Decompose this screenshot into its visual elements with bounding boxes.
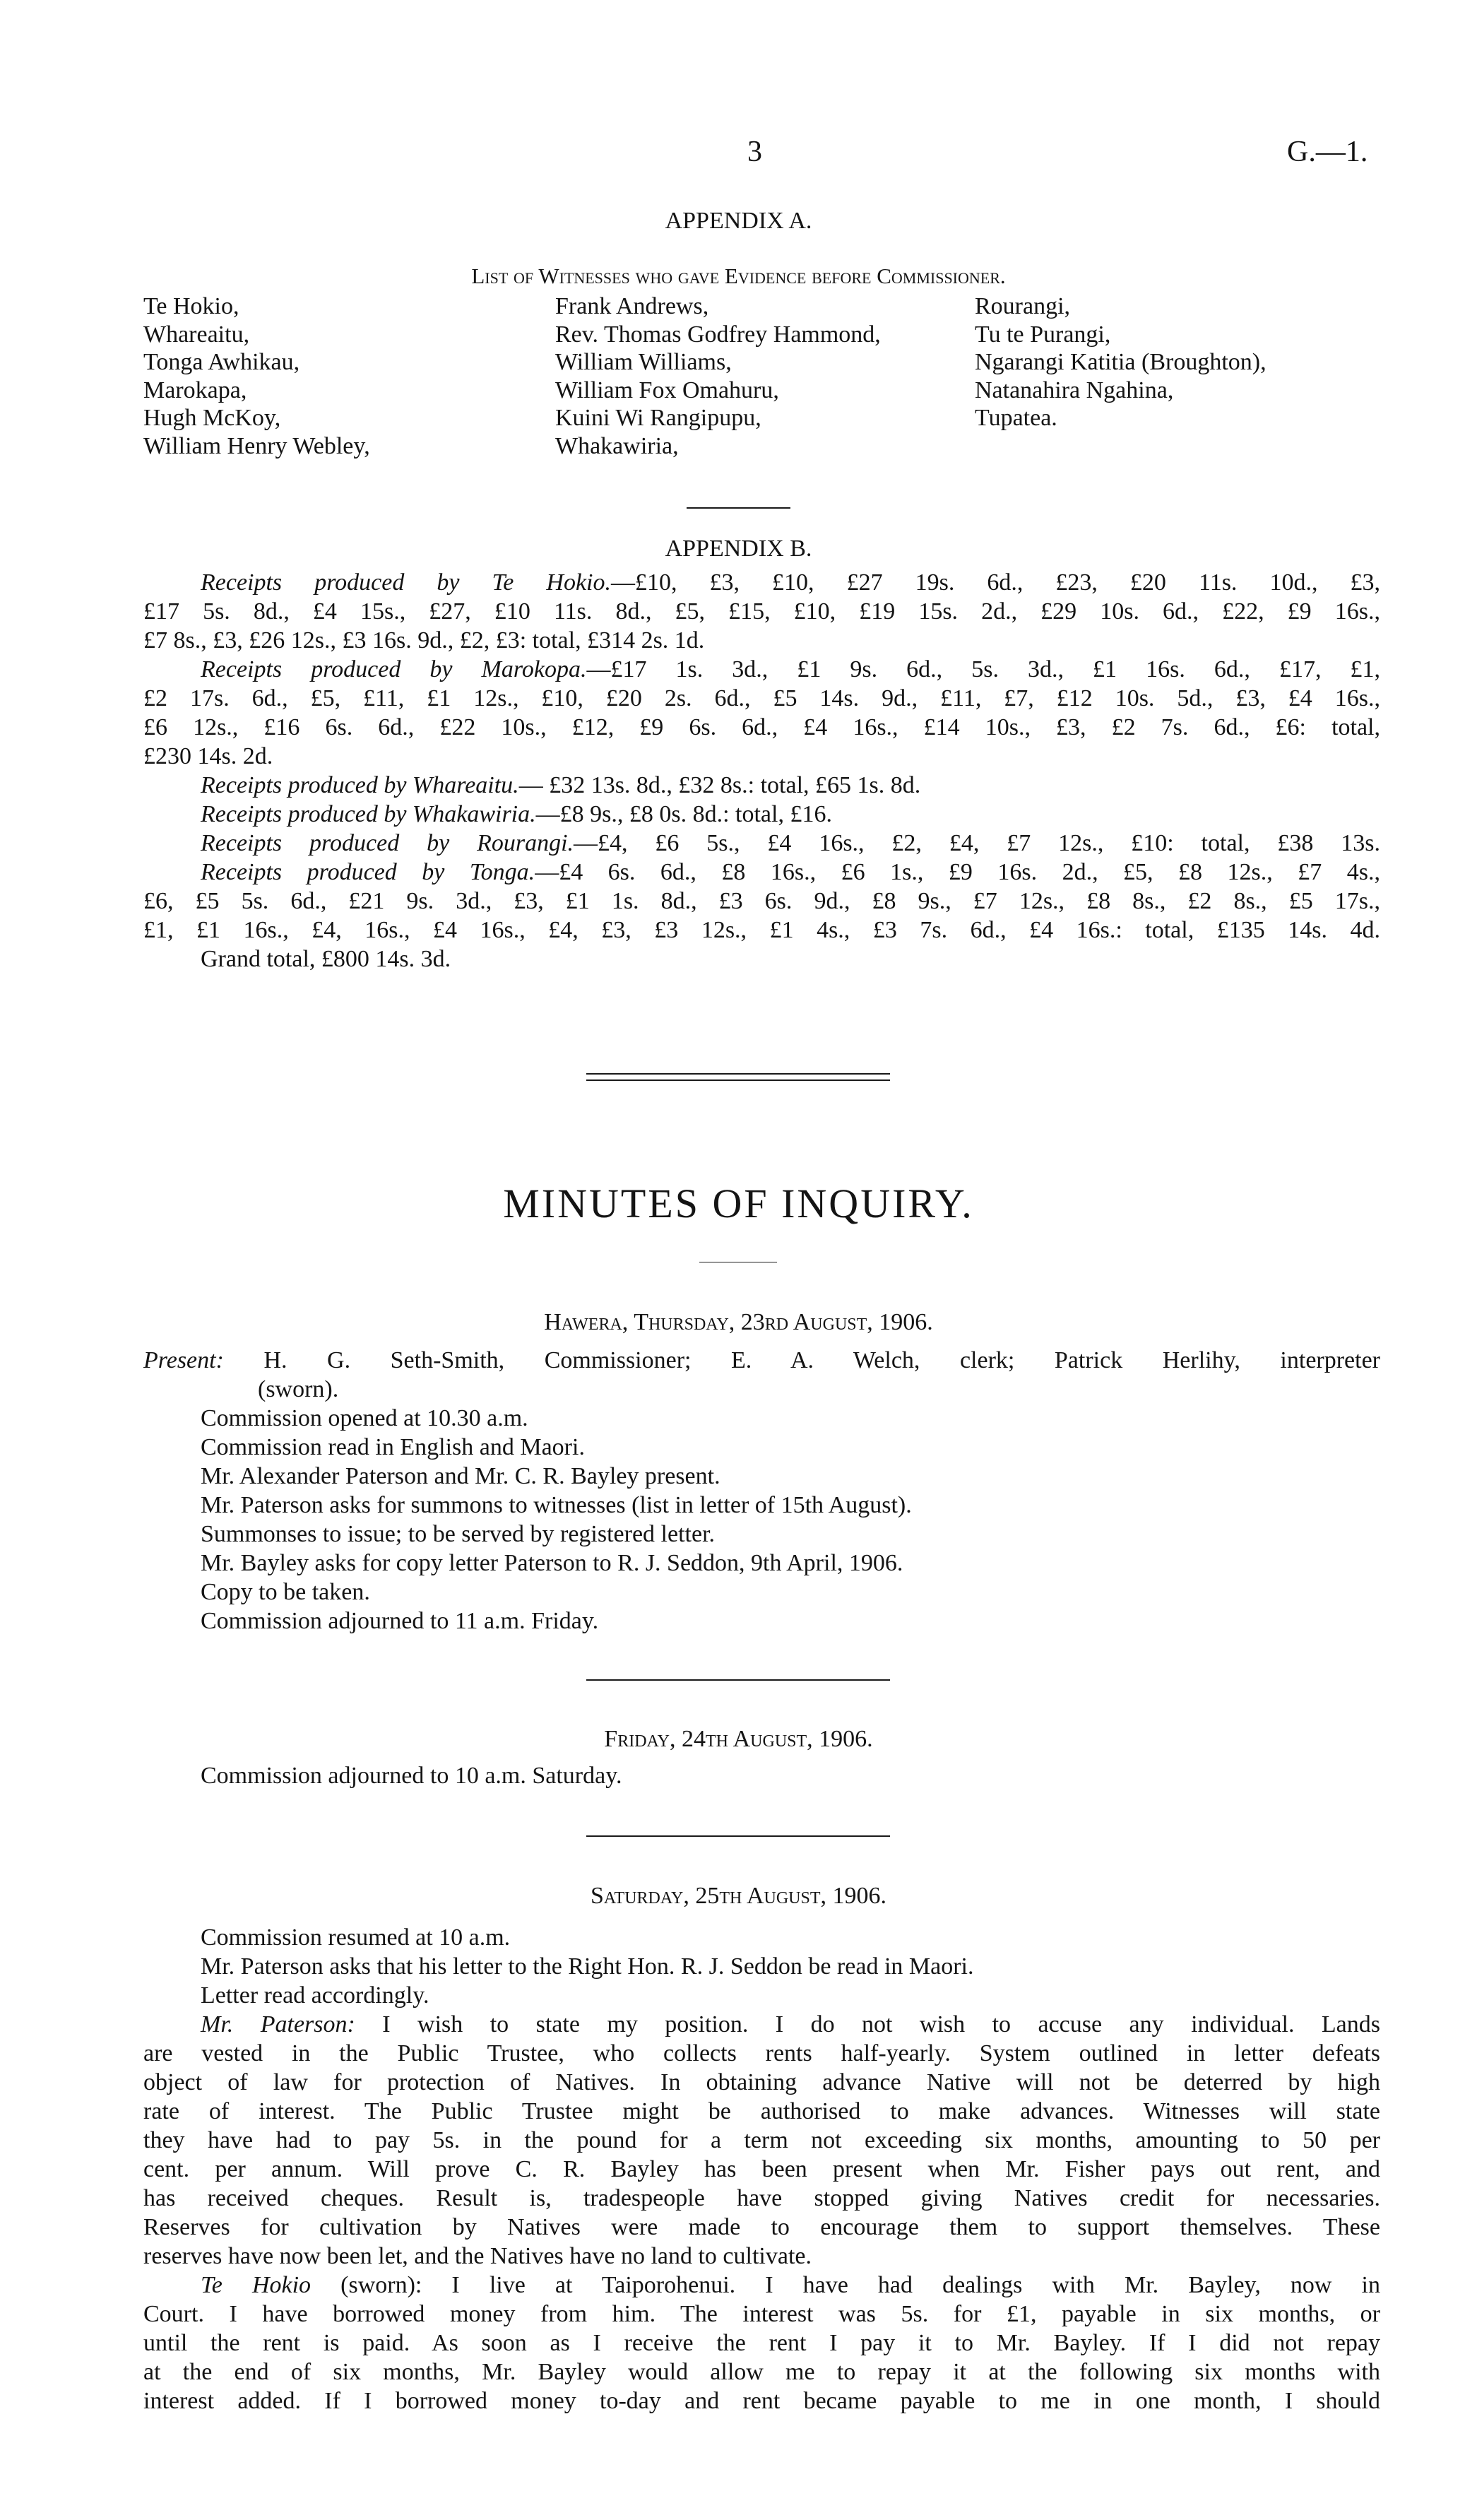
witness-column-1: [143, 292, 370, 460]
minute-line: Commission opened at 10.30 a.m.: [201, 1405, 528, 1431]
appendix-b-title: APPENDIX B.: [665, 536, 812, 562]
minute-line: Mr. Paterson asks that his letter to the Right Hon. R. J. Seddon be read in Maori.: [201, 1953, 974, 1980]
witness-name: Te Hokio,: [143, 293, 239, 319]
minute-line: Commission adjourned to 10 a.m. Saturday.: [201, 1763, 622, 1789]
witness-column-3: [975, 292, 1267, 432]
section-divider: [586, 1679, 890, 1681]
minute-line: Mr. Paterson asks for summons to witnesses (list in letter of 15th August).: [201, 1492, 912, 1518]
witness-name: Kuini Wi Rangipupu,: [555, 405, 761, 431]
minute-line: Mr. Alexander Paterson and Mr. C. R. Bayley present.: [201, 1463, 720, 1489]
document-reference: G.—1.: [1287, 136, 1368, 168]
receipt-amounts: —£8 9s., £8 0s. 8d.: total, £16.: [535, 801, 832, 827]
statement-line: object of law for protection of Natives. In obtaining advance Native will not be deterred by high: [143, 2069, 1380, 2095]
statement-line: Court. I have borrowed money from him. The interest was 5s. for £1, payable in six months, or: [143, 2301, 1380, 2327]
minute-line: Mr. Bayley asks for copy letter Paterson to R. J. Seddon, 9th April, 1906.: [201, 1550, 903, 1576]
minute-line: Commission adjourned to 11 a.m. Friday.: [201, 1608, 599, 1634]
minute-line: Commission read in English and Maori.: [201, 1434, 585, 1460]
statement-line: at the end of six months, Mr. Bayley would allow me to repay it at the following six months with: [143, 2359, 1380, 2385]
sitting-heading: Hawera, Thursday, 23rd August, 1906.: [544, 1309, 933, 1335]
sitting-heading: Friday, 24th August, 1906.: [604, 1726, 873, 1752]
receipt-label: Receipts produced by Whakawiria.: [201, 801, 536, 827]
minute-line: Commission resumed at 10 a.m.: [201, 1924, 511, 1951]
page-number: 3: [747, 136, 762, 168]
receipt-line: [201, 569, 1380, 597]
statement-line: rate of interest. The Public Trustee might be authorised to make advances. Witnesses will state: [143, 2098, 1380, 2124]
receipt-line: £2 17s. 6d., £5, £11, £1 12s., £10, £20 2s. 6d., £5 14s. 9d., £11, £7, £12 10s. 5d., £3, £4 16s.,: [143, 685, 1380, 711]
witness-name: Frank Andrews,: [555, 293, 709, 319]
section-divider: [687, 507, 790, 509]
witness-name: William Henry Webley,: [143, 432, 370, 459]
appendix-a-title: APPENDIX A.: [665, 208, 812, 234]
receipt-line: [201, 800, 832, 829]
appendix-a-subtitle: List of Witnesses who gave Evidence before Commissioner.: [471, 264, 1006, 288]
receipt-amounts: —£4, £6 5s., £4 16s., £2, £4, £7 12s., £10: total, £38 13s.: [574, 830, 1380, 856]
witness-name: Ngarangi Katitia (Broughton),: [975, 349, 1267, 375]
receipt-label: Receipts produced by Whareaitu.: [201, 772, 519, 798]
witness-name: Tonga Awhikau,: [143, 349, 300, 375]
receipt-label: Receipts produced by Rourangi.: [201, 830, 574, 856]
witness-name: Whareaitu,: [143, 321, 250, 348]
receipt-line: £1, £1 16s., £4, 16s., £4 16s., £4, £3, £3 12s., £1 4s., £3 7s. 6d., £4 16s.: total, £135 14s. 4d.: [143, 917, 1380, 943]
minutes-title: MINUTES OF INQUIRY.: [503, 1181, 974, 1226]
receipt-label: Receipts produced by Tonga.: [201, 859, 535, 885]
statement-line: [201, 2011, 1380, 2039]
double-rule-bottom: [586, 1079, 890, 1081]
section-divider: [586, 1835, 890, 1837]
present-text: H. G. Seth-Smith, Commissioner; E. A. Welch, clerk; Patrick Herlihy, interpreter: [263, 1347, 1381, 1373]
witness-name: William Fox Omahuru,: [555, 377, 779, 403]
statement-text: I wish to state my position. I do not wish to accuse any individual. Lands: [382, 2011, 1380, 2037]
present-label: Present:: [143, 1347, 224, 1373]
speaker-label: Te Hokio: [201, 2272, 312, 2298]
present-continuation: (sworn).: [258, 1376, 339, 1402]
receipt-line: [201, 656, 1380, 684]
receipt-line: £230 14s. 2d.: [143, 743, 273, 769]
statement-line: has received cheques. Result is, tradespeople have stopped giving Natives credit for necessaries.: [143, 2185, 1380, 2211]
receipt-label: Receipts produced by Marokopa.: [201, 656, 587, 682]
witness-name: Natanahira Ngahina,: [975, 377, 1174, 403]
statement-line: are vested in the Public Trustee, who collects rents half-yearly. System outlined in letter defeats: [143, 2040, 1380, 2066]
witness-name: William Williams,: [555, 349, 732, 375]
receipt-amounts: —£10, £3, £10, £27 19s. 6d., £23, £20 11s. 10d., £3,: [611, 569, 1380, 596]
witness-name: Rev. Thomas Godfrey Hammond,: [555, 321, 881, 348]
witness-name: Tupatea.: [975, 405, 1057, 431]
witness-name: Rourangi,: [975, 293, 1071, 319]
statement-line: [201, 2271, 1380, 2300]
witness-name: Marokapa,: [143, 377, 247, 403]
receipt-line: £6 12s., £16 6s. 6d., £22 10s., £12, £9 6s. 6d., £4 16s., £14 10s., £3, £2 7s. 6d., £6: total,: [143, 714, 1380, 740]
statement-line: interest added. If I borrowed money to-day and rent became payable to me in one month, I should: [143, 2388, 1380, 2414]
receipt-line: £7 8s., £3, £26 12s., £3 16s. 9d., £2, £3: total, £314 2s. 1d.: [143, 627, 705, 653]
witness-column-2: [555, 292, 881, 460]
statement-line: Reserves for cultivation by Natives were made to encourage them to support themselves. These: [143, 2214, 1380, 2240]
speaker-label: Mr. Paterson:: [201, 2011, 355, 2037]
receipt-amounts: —£4 6s. 6d., £8 16s., £6 1s., £9 16s. 2d., £5, £8 12s., £7 4s.,: [535, 859, 1380, 885]
statement-line: cent. per annum. Will prove C. R. Bayley has been present when Mr. Fisher pays out rent, and: [143, 2156, 1380, 2182]
sitting-heading: Saturday, 25th August, 1906.: [590, 1883, 887, 1909]
statement-line: they have had to pay 5s. in the pound for a term not exceeding six months, amounting to 50 per: [143, 2127, 1380, 2153]
receipt-line: £17 5s. 8d., £4 15s., £27, £10 11s. 8d., £5, £15, £10, £19 15s. 2d., £29 10s. 6d., £22, £9 16s.,: [143, 598, 1380, 625]
receipt-line: [201, 829, 1380, 858]
receipt-amounts: — £32 13s. 8d., £32 8s.: total, £65 1s. 8d.: [518, 772, 921, 798]
minute-line: Summonses to issue; to be served by registered letter.: [201, 1521, 716, 1547]
statement-line: until the rent is paid. As soon as I receive the rent I pay it to Mr. Bayley. If I did not repay: [143, 2330, 1380, 2356]
receipt-amounts: —£17 1s. 3d., £1 9s. 6d., 5s. 3d., £1 16s. 6d., £17, £1,: [586, 656, 1380, 682]
statement-text: (sworn): I live at Taiporohenui. I have had dealings with Mr. Bayley, now in: [340, 2272, 1380, 2298]
witness-name: Hugh McKoy,: [143, 405, 281, 431]
present-line: [143, 1347, 1380, 1375]
receipt-line: £6, £5 5s. 6d., £21 9s. 3d., £3, £1 1s. 8d., £3 6s. 9d., £8 9s., £7 12s., £8 8s., £2 8s., £5 17s.,: [143, 888, 1380, 914]
witness-name: Tu te Purangi,: [975, 321, 1111, 348]
minute-line: Letter read accordingly.: [201, 1982, 429, 2009]
double-rule-top: [586, 1073, 890, 1075]
witness-name: Whakawiria,: [555, 432, 679, 459]
receipt-line: [201, 858, 1380, 887]
grand-total: Grand total, £800 14s. 3d.: [201, 946, 451, 972]
receipt-label: Receipts produced by Te Hokio.: [201, 569, 611, 596]
minute-line: Copy to be taken.: [201, 1579, 370, 1605]
receipt-line: [201, 771, 920, 800]
statement-line: reserves have now been let, and the Natives have no land to cultivate.: [143, 2243, 812, 2269]
